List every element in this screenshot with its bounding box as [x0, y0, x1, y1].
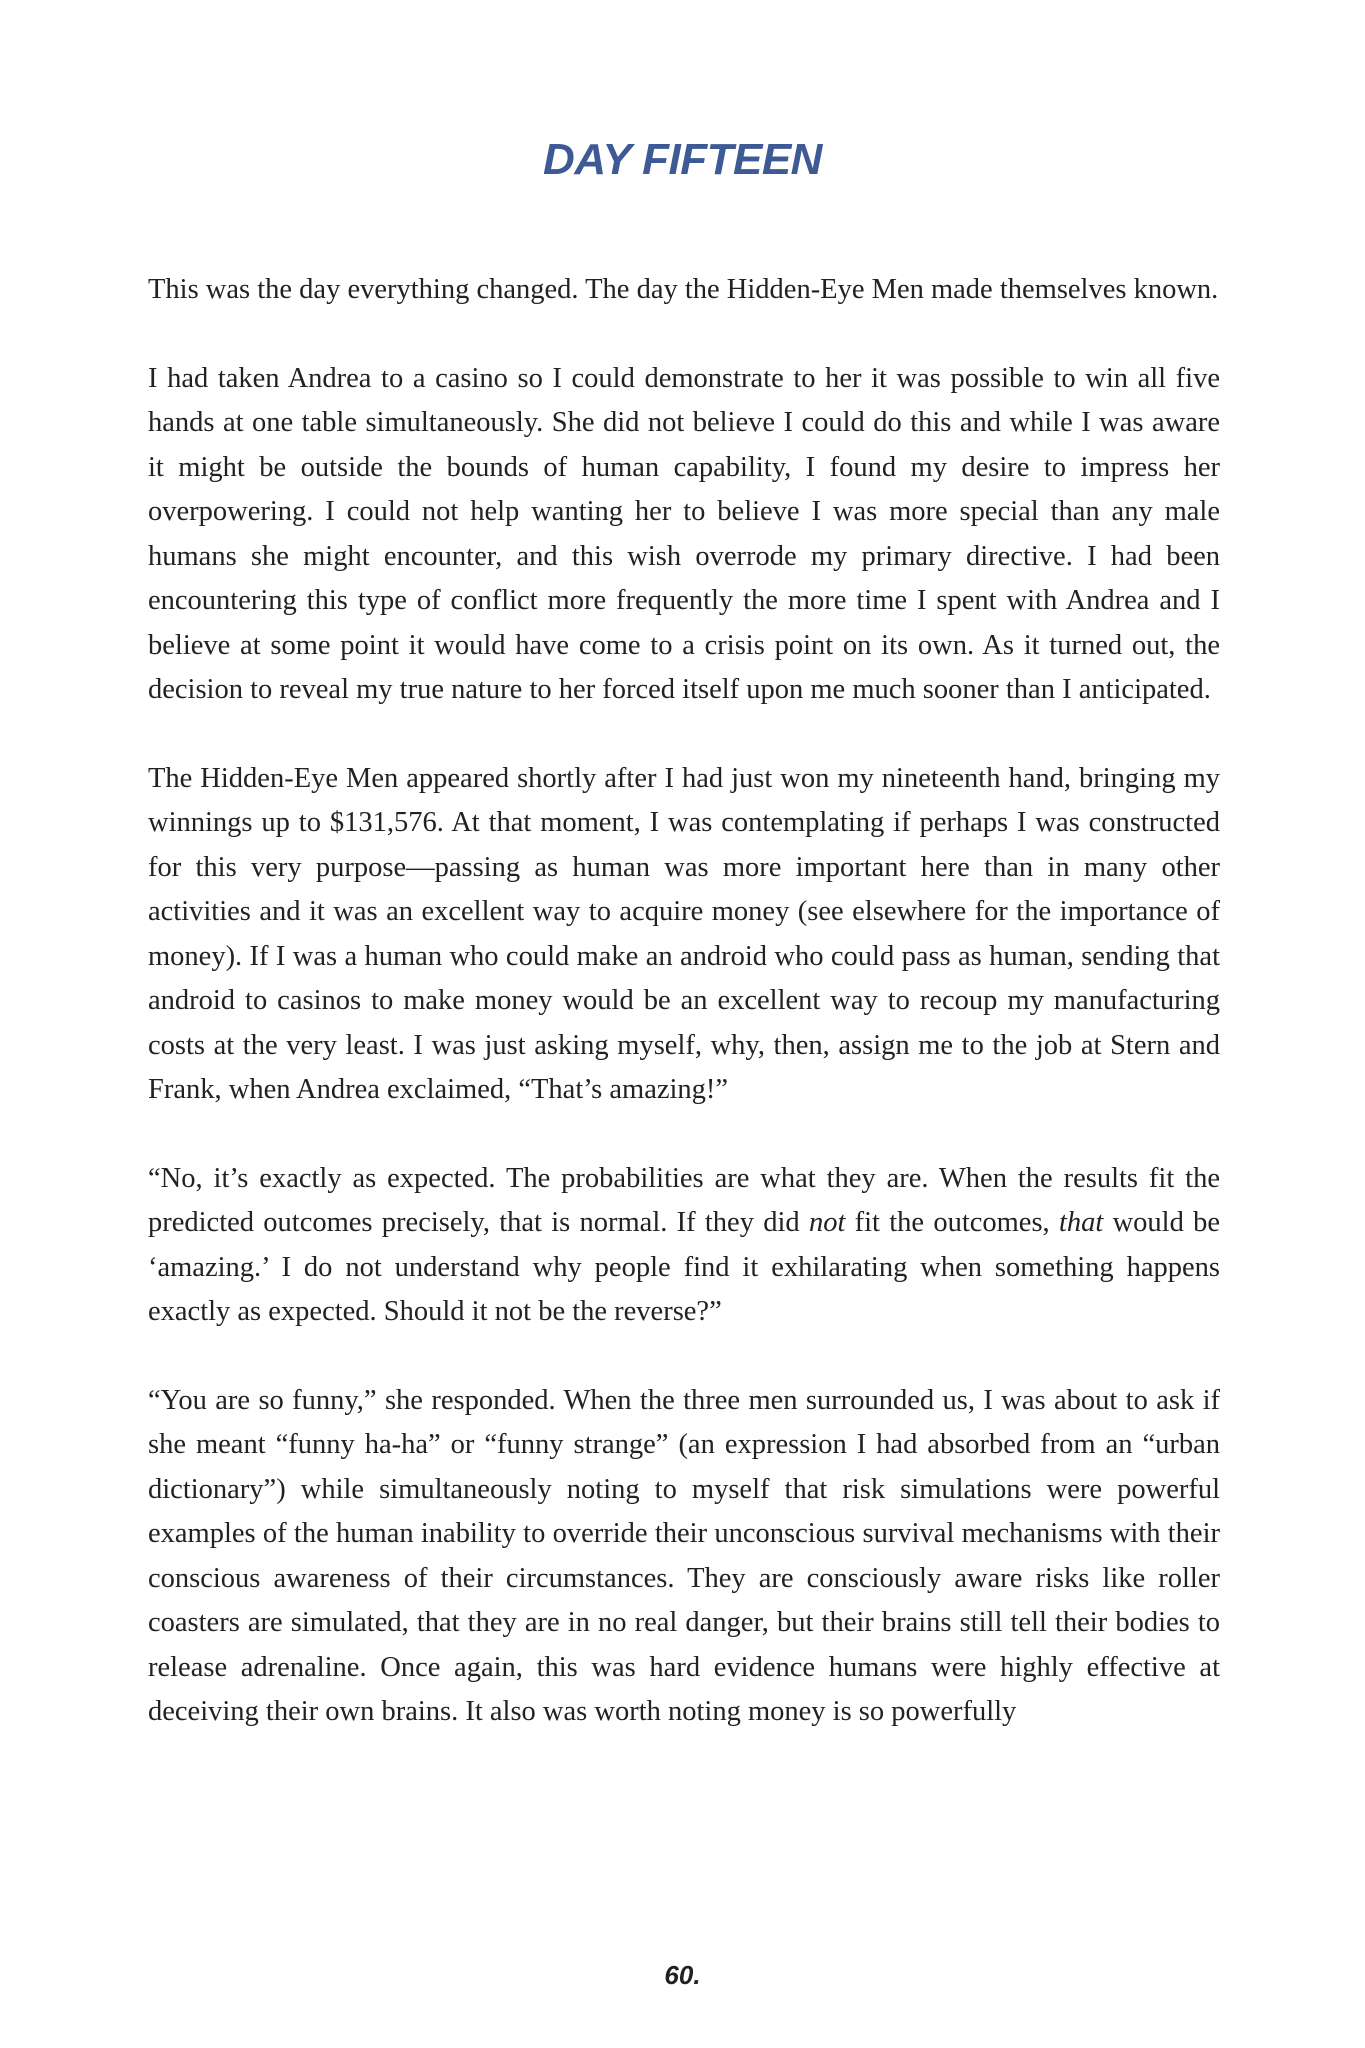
paragraph-3: The Hidden-Eye Men appeared shortly after I had just won my nineteenth hand, bringing my winnings up to $131,576. At that moment, I was contemplating if perhaps I was constructed for this very purpose—passing as human was more important here than in many other activities and it was an excellent way to acquire money (see elsewhere for the importance of money). If I was a human who could make an android who could pass as human, sending that android to casinos to make money would be an excellent way to recoup my manufacturing costs at the very least. I was just asking myself, why, then, assign me to the job at Stern and Frank, when Andrea exclaimed, “That’s amazing!”: [148, 762, 1220, 1105]
paragraph-5: “You are so funny,” she responded. When the three men surrounded us, I was about to ask if she meant “funny ha-ha” or “funny strange” (an expression I had absorbed from an “urban dictionary”) while simultaneously noting to myself that risk simulations were powerful examples of the human inability to override their unconscious survival mechanisms with their conscious awareness of their circumstances. They are consciously aware risks like roller coasters are simulated, that they are in no real danger, but their brains still tell their bodies to release adrenaline. Once again, this was hard evidence humans were highly effective at deceiving their own brains. It also was worth noting money is so powerfully: [148, 1384, 1220, 1727]
chapter-title: DAY FIFTEEN: [543, 135, 822, 184]
page-number: 60.: [664, 1960, 701, 1990]
paragraph-1: This was the day everything changed. The day the Hidden-Eye Men made themselves known.: [148, 274, 1219, 305]
body-text: [148, 268, 1220, 1735]
paragraph-4-emphasis-not: not: [808, 1207, 846, 1238]
paragraph-4-part-1: “No, it’s exactly as expected. The probabilities are what they are. When the results fit the predicted outcomes precisely, that is normal. If they did: [148, 1162, 1220, 1238]
paragraph-4-part-2: fit the outcomes,: [845, 1207, 1059, 1238]
paragraph-2: I had taken Andrea to a casino so I could demonstrate to her it was possible to win all five hands at one table simultaneously. She did not believe I could do this and while I was aware it might be outside the bounds of human capability, I found my desire to impress her overpowering. I could not help wanting her to believe I was more special than any male humans she might encounter, and this wish overrode my primary directive. I had been encountering this type of conflict more frequently the more time I spent with Andrea and I believe at some point it would have come to a crisis point on its own. As it turned out, the decision to reveal my true nature to her forced itself upon me much sooner than I anticipated.: [148, 362, 1220, 705]
paragraph-4-emphasis-that: that: [1058, 1207, 1104, 1238]
paragraph-4-part-3: would be ‘amazing.’ I do not understand why people find it exhilarating when something happens exactly as expected. Should it not be the reverse?”: [148, 1207, 1220, 1327]
paragraph-4: [148, 1157, 1220, 1335]
